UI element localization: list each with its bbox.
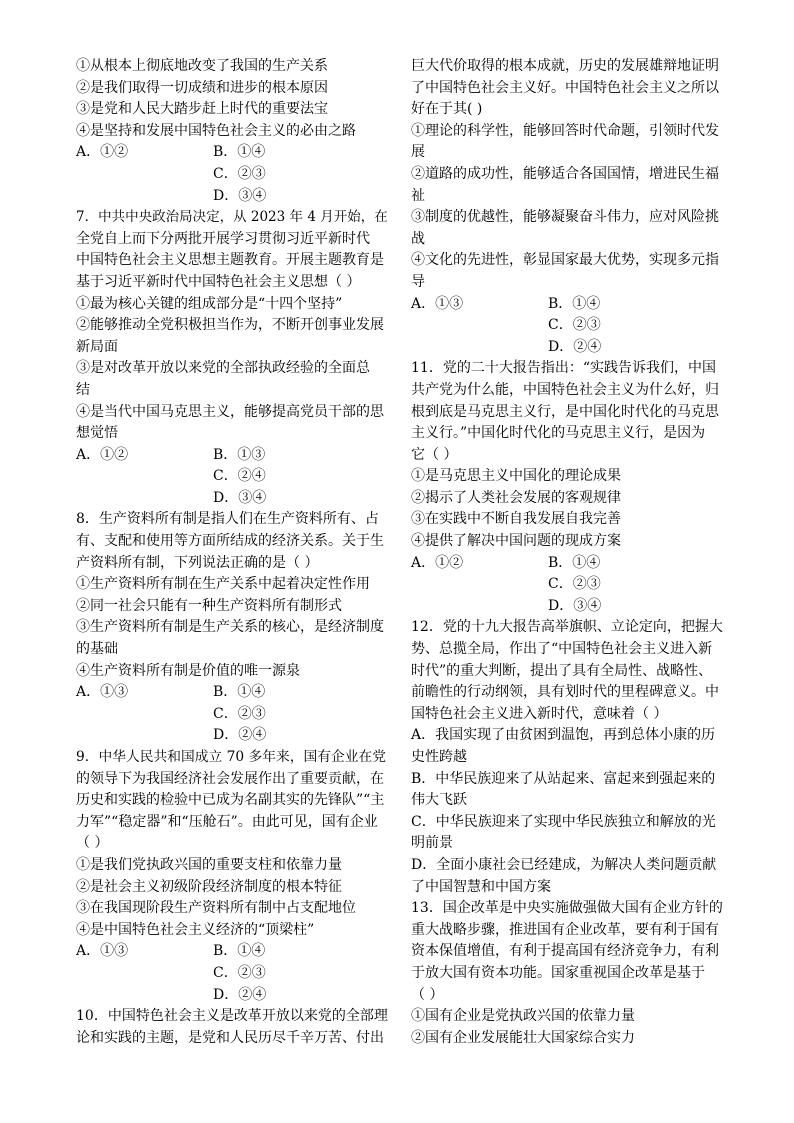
text-line: 8．生产资料所有制是指人们在生产资料所有、占 xyxy=(76,511,379,528)
text-line: 产资料所有制，下列说法正确的是（ ） xyxy=(76,554,319,571)
option-row xyxy=(76,466,388,488)
option-row xyxy=(76,682,388,704)
answer-option: C．②④ xyxy=(213,468,266,485)
answer-option: C．②③ xyxy=(213,705,266,722)
answer-option: D．③④ xyxy=(213,489,267,506)
text-line: 论和实践的主题，是党和人民历尽千辛万苦、付出 xyxy=(76,1029,384,1046)
text-line: （ ） xyxy=(76,835,109,852)
option-row xyxy=(411,553,723,575)
text-line: 资本保值增值，有利于提高国有经济竞争力，有利 xyxy=(411,943,719,960)
option-row xyxy=(76,142,388,164)
option-row xyxy=(76,445,388,467)
text-line: ②国有企业发展能壮大国家综合实力 xyxy=(411,1029,635,1046)
answer-option: C．②③ xyxy=(548,317,601,334)
text-line: ②揭示了人类社会发展的客观规律 xyxy=(411,489,621,506)
text-line: 结 xyxy=(76,381,90,398)
text-line: ③生产资料所有制是生产关系的核心，是经济制度 xyxy=(76,619,384,636)
answer-option: B．①④ xyxy=(213,943,266,960)
text-line: 新局面 xyxy=(76,338,118,355)
option-row xyxy=(76,704,388,726)
option-row xyxy=(76,164,388,186)
text-line: A．我国实现了由贫困到温饱，再到总体小康的历 xyxy=(411,727,716,744)
option-row xyxy=(411,315,723,337)
text-line: 重大战略步骤，推进国有企业改革，要有利于国有 xyxy=(411,921,719,938)
text-line: 全党自上而下分两批开展学习贯彻习近平新时代 xyxy=(76,230,370,247)
text-line: 国特色社会主义进入新时代，意味着（ ） xyxy=(411,705,668,722)
answer-option: B．①③ xyxy=(213,446,266,463)
answer-option: A．①② xyxy=(76,144,129,161)
option-row xyxy=(76,725,388,747)
text-line: ③是党和人民大踏步赶上时代的重要法宝 xyxy=(76,101,328,118)
text-line: 于放大国有资本功能。国家重视国企改革是基于 xyxy=(411,964,705,981)
text-line: ①生产资料所有制在生产关系中起着决定性作用 xyxy=(76,576,370,593)
text-line: ④是中国特色社会主义经济的“顶梁柱” xyxy=(76,921,315,938)
text-line: 根到底是马克思主义行，是中国化时代化的马克思 xyxy=(411,403,719,420)
answer-option: D．②④ xyxy=(548,338,602,355)
text-line: D．全面小康社会已经建成，为解决人类问题贡献 xyxy=(411,856,717,873)
text-line: C．中华民族迎来了实现中华民族独立和解放的光 xyxy=(411,813,716,830)
text-line: ②是我们取得一切成绩和进步的根本原因 xyxy=(76,79,328,96)
answer-option: C．②③ xyxy=(213,165,266,182)
text-line: ①是我们党执政兴国的重要支柱和依靠力量 xyxy=(76,856,342,873)
text-line: 共产党为什么能，中国特色社会主义为什么好，归 xyxy=(411,381,719,398)
text-line: 有、支配和使用等方面所结成的经济关系。关于生 xyxy=(76,533,384,550)
answer-option: B．①④ xyxy=(213,684,266,701)
text-line: ④文化的先进性，彰显国家最大优势，实现多元指 xyxy=(411,252,719,269)
text-line: 战 xyxy=(411,230,425,247)
option-row xyxy=(76,941,388,963)
text-line: 7．中共中央政治局决定，从 2023 年 4 月开始，在 xyxy=(76,209,388,226)
text-line: ④是坚持和发展中国特色社会主义的必由之路 xyxy=(76,122,356,139)
option-row xyxy=(411,574,723,596)
option-row xyxy=(76,963,388,985)
answer-option: B．①④ xyxy=(213,144,266,161)
text-line: ③是对改革开放以来党的全部执政经验的全面总 xyxy=(76,360,370,377)
text-line: 祉 xyxy=(411,187,425,204)
text-line: 伟大飞跃 xyxy=(411,792,467,809)
text-line: 中国特色社会主义思想主题教育。开展主题教育是 xyxy=(76,252,384,269)
text-line: 势、总揽全局，作出了“中国特色社会主义进入新 xyxy=(411,641,713,658)
text-line: ①理论的科学性，能够回答时代命题，引领时代发 xyxy=(411,122,719,139)
text-line: ③在实践中不断自我发展自我完善 xyxy=(411,511,621,528)
text-line: ④提供了解决中国问题的现成方案 xyxy=(411,533,621,550)
text-line: ②能够推动全党积极担当作为，不断开创事业发展 xyxy=(76,317,384,334)
answer-option: B．①④ xyxy=(548,554,601,571)
left-column xyxy=(76,56,388,1049)
text-line: ④生产资料所有制是价值的唯一源泉 xyxy=(76,662,300,679)
option-row xyxy=(411,596,723,618)
right-column xyxy=(411,56,723,1049)
text-line: 好在于其( ) xyxy=(411,101,483,118)
text-line: 前瞻性的行动纲领，具有划时代的里程碑意义。中 xyxy=(411,684,719,701)
option-row xyxy=(411,294,723,316)
answer-option: A．①③ xyxy=(411,295,464,312)
text-line: 了中国特色社会主义好。中国特色社会主义之所以 xyxy=(411,79,719,96)
answer-option: D．②④ xyxy=(213,986,267,1003)
text-line: 10．中国特色社会主义是改革开放以来党的全部理 xyxy=(76,1008,388,1025)
text-line: 的基础 xyxy=(76,641,118,658)
answer-option: D．③④ xyxy=(213,187,267,204)
answer-option: A．①③ xyxy=(76,943,129,960)
text-line: ①是马克思主义中国化的理论成果 xyxy=(411,468,621,485)
text-line: ③制度的优越性，能够凝聚奋斗伟力，应对风险挑 xyxy=(411,209,719,226)
option-row xyxy=(76,985,388,1007)
text-line: ①国有企业是党执政兴国的依靠力量 xyxy=(411,1008,635,1025)
answer-option: B．①④ xyxy=(548,295,601,312)
text-line: 了中国智慧和中国方案 xyxy=(411,878,551,895)
text-line: 11．党的二十大报告指出：“实践告诉我们，中国 xyxy=(411,360,716,377)
answer-option: A．①② xyxy=(76,446,129,463)
text-line: 史性跨越 xyxy=(411,749,467,765)
text-line: 历史和实践的检验中已成为名副其实的先锋队”“主 xyxy=(76,792,385,809)
text-line: ④是当代中国马克思主义，能够提高党员干部的思 xyxy=(76,403,384,420)
option-row xyxy=(76,186,388,208)
text-line: 想觉悟 xyxy=(76,425,118,442)
option-row xyxy=(411,337,723,359)
text-line: 明前景 xyxy=(411,835,453,852)
answer-option: A．①③ xyxy=(76,684,129,701)
text-line: ①最为核心关键的组成部分是“十四个坚持” xyxy=(76,295,343,312)
text-line: 导 xyxy=(411,273,425,290)
text-line: 基于习近平新时代中国特色社会主义思想（ ） xyxy=(76,273,361,290)
text-line: 力军”“稳定器”和“压舱石”。由此可见，国有企业 xyxy=(76,813,378,830)
text-line: 展 xyxy=(411,144,425,161)
option-row xyxy=(76,488,388,510)
answer-option: D．③④ xyxy=(548,597,602,614)
answer-option: D．②④ xyxy=(213,727,267,744)
text-line: 的领导下为我国经济社会发展作出了重要贡献，在 xyxy=(76,770,384,787)
answer-option: C．②③ xyxy=(548,576,601,593)
text-line: 12．党的十九大报告高举旗帜、立论定向，把握大 xyxy=(411,619,723,636)
text-line: 巨大代价取得的根本成就，历史的发展雄辩地证明 xyxy=(411,58,719,74)
text-line: 9．中华人民共和国成立 70 多年来，国有企业在党 xyxy=(76,749,386,765)
text-line: ②同一社会只能有一种生产资料所有制形式 xyxy=(76,597,342,614)
text-line: （ ） xyxy=(411,986,444,1003)
text-line: 13．国企改革是中央实施做强做大国有企业方针的 xyxy=(411,900,723,917)
text-line: 主义行。”中国化时代化的马克思主义行，是因为 xyxy=(411,425,706,442)
answer-option: C．②③ xyxy=(213,964,266,981)
text-line: ②是社会主义初级阶段经济制度的根本特征 xyxy=(76,878,342,895)
text-line: 时代”的重大判断，提出了具有全局性、战略性、 xyxy=(411,662,713,679)
text-line: ③在我国现阶段生产资料所有制中占支配地位 xyxy=(76,900,356,917)
text-line: 它（ ） xyxy=(411,446,458,463)
text-line: B．中华民族迎来了从站起来、富起来到强起来的 xyxy=(411,770,716,787)
text-line: ①从根本上彻底地改变了我国的生产关系 xyxy=(76,58,328,74)
text-line: ②道路的成功性，能够适合各国国情，增进民生福 xyxy=(411,165,719,182)
answer-option: A．①② xyxy=(411,554,464,571)
